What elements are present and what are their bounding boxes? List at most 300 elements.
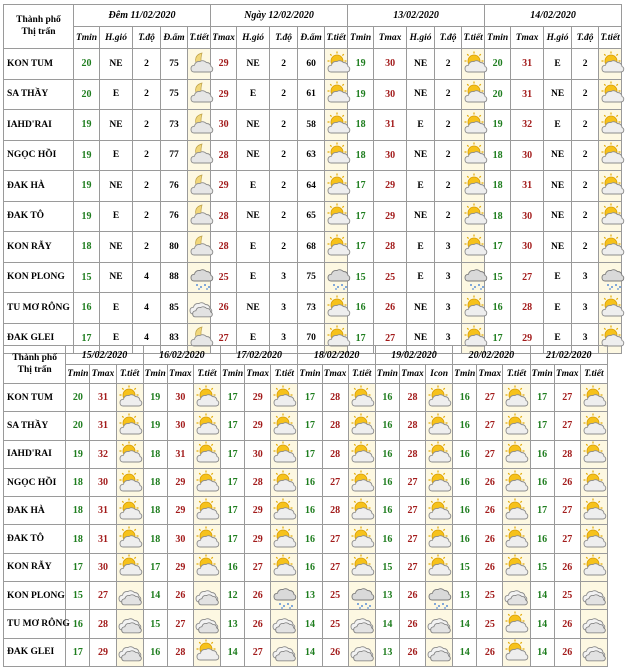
- sun-cloud-icon: [349, 498, 375, 524]
- column-header: Tmin: [348, 27, 374, 49]
- sun-cloud-icon: [503, 498, 529, 524]
- sun-cloud-icon: [581, 498, 607, 524]
- value-cell: 2: [572, 79, 599, 110]
- value-cell: 29: [374, 171, 407, 202]
- tmax-cell: 28: [167, 638, 193, 666]
- tmin-cell: 16: [453, 440, 477, 468]
- weather-icon-cell: [271, 468, 298, 496]
- value-cell: NE: [407, 201, 435, 232]
- day-date-header: 19/02/2020: [375, 346, 452, 365]
- cloud-icon: [194, 611, 220, 637]
- weather-icon-cell: [503, 468, 530, 496]
- sun-cloud-icon: [194, 554, 220, 580]
- weather-icon-cell: [348, 638, 375, 666]
- value-cell: 17: [348, 171, 374, 202]
- city-name: KON TUM: [4, 49, 74, 80]
- sun-cloud-icon: [426, 498, 452, 524]
- tmax-cell: 27: [399, 553, 425, 581]
- column-header: Tmax: [211, 27, 237, 49]
- tmax-cell: 26: [245, 582, 271, 610]
- value-cell: 2: [133, 49, 161, 80]
- sun-cloud-icon: [117, 470, 143, 496]
- value-cell: 28: [211, 140, 237, 171]
- tmin-cell: 17: [66, 638, 90, 666]
- column-header: T.tiết: [116, 365, 143, 384]
- tmax-cell: 28: [322, 384, 348, 412]
- tmin-cell: 16: [530, 468, 554, 496]
- sun-cloud-icon: [194, 413, 220, 439]
- sun-cloud-icon: [503, 470, 529, 496]
- weather-icon-cell: [599, 110, 622, 141]
- table-row: [4, 262, 622, 293]
- tmin-cell: 16: [375, 497, 399, 525]
- value-cell: 68: [298, 232, 325, 263]
- sun-cloud-icon: [599, 295, 625, 321]
- value-cell: 2: [133, 201, 161, 232]
- tmin-cell: 19: [143, 384, 167, 412]
- tmin-cell: 17: [530, 384, 554, 412]
- sun-cloud-icon: [503, 611, 529, 637]
- value-cell: 2: [572, 140, 599, 171]
- day-date-header: Ngày 12/02/2020: [211, 5, 348, 27]
- table-row: [4, 384, 608, 412]
- value-cell: 30: [511, 140, 544, 171]
- column-header: Tmin: [74, 27, 100, 49]
- cloud-icon: [117, 639, 143, 665]
- value-cell: 2: [572, 171, 599, 202]
- value-cell: E: [544, 323, 572, 354]
- city-name: KON TUM: [4, 384, 66, 412]
- column-header: T.tiết: [193, 365, 220, 384]
- value-cell: 30: [511, 201, 544, 232]
- value-cell: 4: [133, 293, 161, 324]
- weather-icon-cell: [188, 110, 211, 141]
- weather-icon-cell: [580, 412, 607, 440]
- table-row: [4, 525, 608, 553]
- weather-icon-cell: [271, 384, 298, 412]
- value-cell: NE: [100, 262, 133, 293]
- table-row: [4, 468, 608, 496]
- tmin-cell: 18: [143, 440, 167, 468]
- day-date-header: Đêm 11/02/2020: [74, 5, 211, 27]
- value-cell: 2: [435, 49, 462, 80]
- value-cell: 3: [572, 293, 599, 324]
- tmax-cell: 25: [477, 610, 503, 638]
- weather-icon-cell: [348, 384, 375, 412]
- weather-icon-cell: [348, 582, 375, 610]
- value-cell: 31: [511, 171, 544, 202]
- tmin-cell: 18: [143, 497, 167, 525]
- tmax-cell: 30: [167, 384, 193, 412]
- tmin-cell: 16: [453, 497, 477, 525]
- city-name: ĐAK GLEI: [4, 323, 74, 354]
- tmax-cell: 27: [554, 525, 580, 553]
- tmin-cell: 14: [453, 610, 477, 638]
- tmin-cell: 17: [298, 384, 322, 412]
- city-name: TU MƠ RÔNG: [4, 293, 74, 324]
- sun-cloud-icon: [599, 173, 625, 199]
- city-name: SA THẦY: [4, 412, 66, 440]
- sun-cloud-icon: [117, 385, 143, 411]
- weather-icon-cell: [462, 49, 485, 80]
- tmax-cell: 27: [322, 468, 348, 496]
- value-cell: 30: [374, 79, 407, 110]
- weather-icon-cell: [193, 468, 220, 496]
- weather-icon-cell: [599, 49, 622, 80]
- value-cell: 25: [374, 262, 407, 293]
- tmax-cell: 28: [554, 440, 580, 468]
- tmax-cell: 28: [322, 440, 348, 468]
- column-header: Icon: [426, 365, 453, 384]
- table-row: [4, 440, 608, 468]
- tmax-cell: 27: [167, 610, 193, 638]
- value-cell: 70: [298, 323, 325, 354]
- column-header: Tmin: [298, 365, 322, 384]
- weather-icon-cell: [193, 553, 220, 581]
- value-cell: E: [237, 232, 270, 263]
- weather-icon-cell: [193, 440, 220, 468]
- tmin-cell: 17: [66, 553, 90, 581]
- weather-icon-cell: [599, 293, 622, 324]
- weather-icon-cell: [426, 412, 453, 440]
- column-header: H.gió: [100, 27, 133, 49]
- cloud-icon: [117, 583, 143, 609]
- value-cell: 3: [270, 293, 298, 324]
- cloud-icon: [426, 611, 452, 637]
- column-header: T.tiết: [325, 27, 348, 49]
- value-cell: 15: [485, 262, 511, 293]
- tmax-cell: 26: [477, 638, 503, 666]
- value-cell: 2: [270, 49, 298, 80]
- value-cell: 75: [161, 79, 188, 110]
- value-cell: 2: [270, 79, 298, 110]
- city-name: ĐAK HÀ: [4, 171, 74, 202]
- tmax-cell: 30: [90, 553, 116, 581]
- sun-cloud-icon: [194, 441, 220, 467]
- sun-cloud-icon: [271, 413, 297, 439]
- sun-cloud-icon: [503, 639, 529, 665]
- weather-icon-cell: [426, 440, 453, 468]
- weather-icon-cell: [503, 525, 530, 553]
- value-cell: NE: [407, 293, 435, 324]
- value-cell: NE: [407, 49, 435, 80]
- value-cell: 19: [74, 110, 100, 141]
- weather-icon-cell: [325, 293, 348, 324]
- tmax-cell: 25: [477, 582, 503, 610]
- value-cell: 76: [161, 201, 188, 232]
- value-cell: 19: [74, 201, 100, 232]
- weather-icon-cell: [193, 384, 220, 412]
- sun-cloud-icon: [349, 385, 375, 411]
- sun-cloud-icon: [194, 385, 220, 411]
- tmin-cell: 16: [375, 468, 399, 496]
- value-cell: E: [407, 262, 435, 293]
- weather-icon-cell: [271, 638, 298, 666]
- tmax-cell: 31: [90, 412, 116, 440]
- tmax-cell: 29: [90, 638, 116, 666]
- cloud-icon: [426, 639, 452, 665]
- sun-cloud-icon: [426, 413, 452, 439]
- value-cell: 2: [133, 171, 161, 202]
- weather-icon-cell: [580, 497, 607, 525]
- sun-cloud-icon: [599, 112, 625, 138]
- value-cell: 2: [270, 201, 298, 232]
- weather-icon-cell: [580, 440, 607, 468]
- table-row: [4, 553, 608, 581]
- value-cell: NE: [237, 140, 270, 171]
- day-date-header: 14/02/2020: [485, 5, 622, 27]
- sun-cloud-icon: [503, 385, 529, 411]
- city-name: ĐAK HÀ: [4, 497, 66, 525]
- tmax-cell: 28: [245, 468, 271, 496]
- tmax-cell: 27: [399, 525, 425, 553]
- tmax-cell: 29: [245, 384, 271, 412]
- value-cell: 17: [348, 323, 374, 354]
- city-header: [4, 346, 66, 384]
- value-cell: 75: [161, 49, 188, 80]
- weather-icon-cell: [193, 582, 220, 610]
- sun-cloud-icon: [426, 526, 452, 552]
- tmin-cell: 16: [298, 525, 322, 553]
- tmin-cell: 14: [298, 610, 322, 638]
- value-cell: 3: [435, 323, 462, 354]
- value-cell: 73: [298, 293, 325, 324]
- column-header: Tmin: [530, 365, 554, 384]
- cloud-icon: [581, 583, 607, 609]
- tmin-cell: 17: [298, 440, 322, 468]
- value-cell: 18: [485, 171, 511, 202]
- cloud-icon: [349, 611, 375, 637]
- sun-cloud-icon: [599, 142, 625, 168]
- tmin-cell: 12: [221, 582, 245, 610]
- tmax-cell: 25: [554, 582, 580, 610]
- value-cell: 3: [572, 323, 599, 354]
- tmin-cell: 16: [530, 440, 554, 468]
- tmax-cell: 27: [399, 468, 425, 496]
- value-cell: 4: [133, 323, 161, 354]
- weather-icon-cell: [188, 49, 211, 80]
- weather-icon-cell: [503, 582, 530, 610]
- sun-cloud-icon: [581, 526, 607, 552]
- value-cell: 2: [133, 110, 161, 141]
- value-cell: 17: [74, 323, 100, 354]
- value-cell: 2: [435, 171, 462, 202]
- value-cell: 18: [485, 201, 511, 232]
- tmax-cell: 27: [554, 497, 580, 525]
- value-cell: NE: [100, 171, 133, 202]
- value-cell: 19: [348, 79, 374, 110]
- column-header: T.tiết: [503, 365, 530, 384]
- weather-icon-cell: [116, 525, 143, 553]
- city-header-line2: Thị trấn: [17, 364, 52, 375]
- sun-cloud-icon: [271, 498, 297, 524]
- weather-icon-cell: [580, 610, 607, 638]
- tmax-cell: 28: [322, 497, 348, 525]
- tmax-cell: 27: [245, 638, 271, 666]
- weather-icon-cell: [348, 468, 375, 496]
- weather-icon-cell: [271, 610, 298, 638]
- value-cell: E: [100, 323, 133, 354]
- column-header: T.tiết: [348, 365, 375, 384]
- value-cell: 88: [161, 262, 188, 293]
- city-name: NGỌC HỒI: [4, 468, 66, 496]
- weather-icon-cell: [426, 525, 453, 553]
- value-cell: 3: [270, 262, 298, 293]
- weather-icon-cell: [188, 79, 211, 110]
- table-row: [4, 412, 608, 440]
- weather-icon-cell: [503, 497, 530, 525]
- weather-icon-cell: [599, 262, 622, 293]
- weather-icon-cell: [503, 610, 530, 638]
- weather-icon-cell: [116, 440, 143, 468]
- value-cell: 16: [348, 293, 374, 324]
- weather-icon-cell: [271, 497, 298, 525]
- value-cell: 28: [374, 232, 407, 263]
- tmin-cell: 13: [375, 582, 399, 610]
- tmin-cell: 20: [66, 412, 90, 440]
- weather-icon-cell: [503, 412, 530, 440]
- tmin-cell: 13: [298, 582, 322, 610]
- column-header: Tmax: [477, 365, 503, 384]
- table-row: [4, 79, 622, 110]
- tmax-cell: 29: [167, 553, 193, 581]
- city-name: KON RẪY: [4, 232, 74, 263]
- tmax-cell: 26: [245, 610, 271, 638]
- value-cell: 3: [435, 232, 462, 263]
- weather-icon-cell: [599, 79, 622, 110]
- day-date-header: 21/02/2020: [530, 346, 607, 365]
- tmax-cell: 29: [167, 468, 193, 496]
- tmin-cell: 17: [221, 384, 245, 412]
- column-header: H.gió: [237, 27, 270, 49]
- sun-cloud-icon: [194, 526, 220, 552]
- tmax-cell: 27: [245, 553, 271, 581]
- weather-icon-cell: [188, 201, 211, 232]
- weather-icon-cell: [580, 582, 607, 610]
- weather-icon-cell: [462, 171, 485, 202]
- sun-cloud-icon: [271, 441, 297, 467]
- value-cell: 19: [74, 171, 100, 202]
- weather-icon-cell: [580, 525, 607, 553]
- day-date-header: 18/02/2020: [298, 346, 375, 365]
- value-cell: 2: [435, 79, 462, 110]
- value-cell: 75: [298, 262, 325, 293]
- tmin-cell: 16: [375, 412, 399, 440]
- value-cell: 31: [511, 79, 544, 110]
- value-cell: E: [237, 79, 270, 110]
- forecast-table-2: [3, 345, 608, 667]
- city-header-line2: Thị trấn: [21, 26, 56, 37]
- value-cell: 2: [572, 49, 599, 80]
- value-cell: 76: [161, 171, 188, 202]
- weather-icon-cell: [116, 468, 143, 496]
- value-cell: 4: [133, 262, 161, 293]
- weather-icon-cell: [193, 525, 220, 553]
- value-cell: 64: [298, 171, 325, 202]
- weather-icon-cell: [462, 232, 485, 263]
- weather-icon-cell: [271, 412, 298, 440]
- tmax-cell: 31: [167, 440, 193, 468]
- sun-cloud-icon: [194, 498, 220, 524]
- column-header: T.tiết: [599, 27, 622, 49]
- weather-icon-cell: [580, 638, 607, 666]
- weather-icon-cell: [348, 610, 375, 638]
- city-header-line1: Thành phố: [16, 14, 61, 25]
- weather-icon-cell: [580, 384, 607, 412]
- weather-icon-cell: [193, 412, 220, 440]
- sun-cloud-icon: [271, 526, 297, 552]
- tmin-cell: 17: [221, 468, 245, 496]
- tmax-cell: 31: [90, 497, 116, 525]
- column-header: T.tiết: [271, 365, 298, 384]
- column-header: Tmin: [66, 365, 90, 384]
- tmin-cell: 13: [221, 610, 245, 638]
- tmin-cell: 14: [453, 638, 477, 666]
- value-cell: NE: [407, 140, 435, 171]
- weather-icon-cell: [426, 638, 453, 666]
- tmin-cell: 15: [143, 610, 167, 638]
- tmin-cell: 19: [143, 412, 167, 440]
- sun-cloud-icon: [503, 441, 529, 467]
- value-cell: 65: [298, 201, 325, 232]
- sun-cloud-icon: [349, 470, 375, 496]
- sun-cloud-icon: [271, 385, 297, 411]
- value-cell: 73: [161, 110, 188, 141]
- tmin-cell: 16: [453, 525, 477, 553]
- value-cell: 29: [511, 323, 544, 354]
- column-header: Tmax: [167, 365, 193, 384]
- table-row: [4, 610, 608, 638]
- weather-icon-cell: [426, 610, 453, 638]
- column-header: H.gió: [544, 27, 572, 49]
- weather-icon-cell: [503, 440, 530, 468]
- value-cell: 2: [270, 140, 298, 171]
- tmin-cell: 13: [453, 582, 477, 610]
- tmin-cell: 16: [375, 384, 399, 412]
- weather-icon-cell: [325, 171, 348, 202]
- tmax-cell: 29: [245, 525, 271, 553]
- weather-icon-cell: [599, 171, 622, 202]
- tmin-cell: 16: [143, 638, 167, 666]
- tmax-cell: 26: [477, 497, 503, 525]
- weather-icon-cell: [116, 497, 143, 525]
- value-cell: 25: [211, 262, 237, 293]
- weather-icon-cell: [188, 293, 211, 324]
- weather-icon-cell: [116, 412, 143, 440]
- weather-icon-cell: [348, 440, 375, 468]
- column-header: T.độ: [435, 27, 462, 49]
- weather-icon-cell: [503, 384, 530, 412]
- tmax-cell: 27: [399, 497, 425, 525]
- weather-icon-cell: [426, 553, 453, 581]
- tmin-cell: 16: [221, 553, 245, 581]
- value-cell: 26: [374, 293, 407, 324]
- value-cell: 29: [211, 79, 237, 110]
- weather-icon-cell: [271, 525, 298, 553]
- value-cell: E: [544, 293, 572, 324]
- city-name: KON PLONG: [4, 262, 74, 293]
- value-cell: 30: [374, 140, 407, 171]
- weather-icon-cell: [116, 638, 143, 666]
- column-header: T.độ: [133, 27, 161, 49]
- value-cell: 31: [511, 49, 544, 80]
- column-header: T.tiết: [580, 365, 607, 384]
- weather-icon-cell: [116, 384, 143, 412]
- weather-icon-cell: [462, 293, 485, 324]
- tmin-cell: 15: [375, 553, 399, 581]
- tmin-cell: 14: [143, 582, 167, 610]
- sun-cloud-icon: [349, 526, 375, 552]
